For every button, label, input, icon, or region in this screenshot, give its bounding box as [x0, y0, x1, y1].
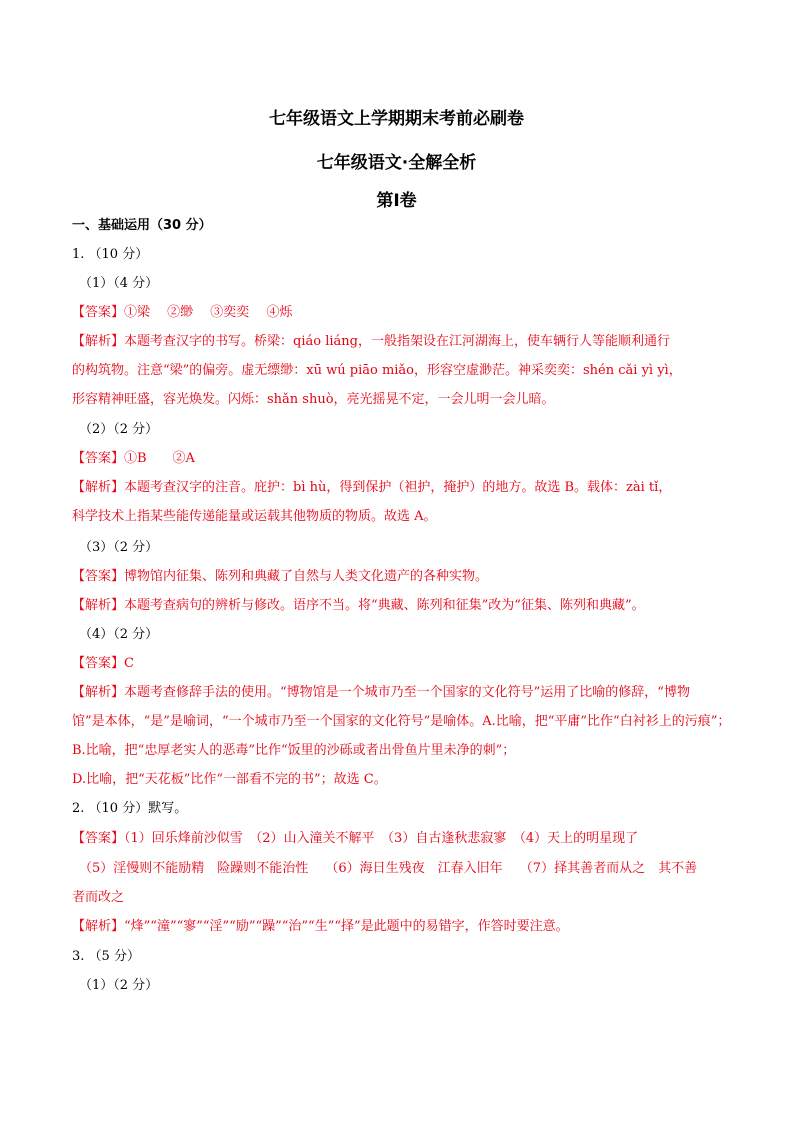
- analysis-line: 【解析】本题考查汉字的书写。桥梁：qiáo liáng，一般指架设在江河湖海上，使车辆行人等能顺利通行: [72, 334, 670, 349]
- answer-line: 【答案】博物馆内征集、陈列和典藏了自然与人类文化遗产的各种实物。: [72, 569, 489, 584]
- question-number: 2. （10 分）默写。: [72, 801, 188, 816]
- analysis-line: B.比喻，把“忠厚老实人的恶毒”比作“饭里的沙砾或者出骨鱼片里未净的刺”；: [72, 743, 516, 758]
- answer-line: 【答案】C: [72, 656, 134, 671]
- sub-question: （3）（2 分）: [79, 540, 159, 555]
- analysis-line: 形容精神旺盛，容光焕发。闪烁：shǎn shuò，亮光摇晃不定，一会儿明一会儿暗。: [72, 392, 555, 407]
- answer-line: 者而改之: [72, 890, 125, 905]
- document-title: 七年级语文上学期期末考前必刷卷: [269, 109, 524, 129]
- analysis-line: 的构筑物。注意“梁”的偏旁。虚无缥缈：xū wú piāo miǎo，形容空虚渺茫。神采奕奕：shén cǎi yì yì，: [72, 363, 682, 378]
- analysis-line: 馆”是本体，“是”是喻词，“一个城市乃至一个国家的文化符号”是喻体。A.比喻，把“平庸”比作“白衬衫上的污痕”；: [72, 714, 731, 729]
- question-number: 1. （10 分）: [72, 247, 149, 262]
- analysis-line: 【解析】“烽”“潼”“寥”“淫”“励”“躁”“治”“生”“择”是此题中的易错字，作答时要注意。: [72, 919, 569, 934]
- sub-question: （4）（2 分）: [79, 627, 159, 642]
- answer-line: 【答案】①B ②A: [72, 451, 195, 466]
- answer-line: 【答案】①梁 ②缈 ③奕奕 ④烁: [72, 305, 293, 320]
- analysis-line: 【解析】本题考查汉字的注音。庇护：bì hù，得到保护（袒护，掩护）的地方。故选 B。载体：zài tǐ，: [72, 480, 672, 495]
- volume-heading: 第Ⅰ卷: [376, 191, 417, 211]
- sub-question: （1）（4 分）: [79, 276, 159, 291]
- answer-line: 【答案】（1）回乐烽前沙似雪 （2）山入潼关不解平 （3）自古逢秋悲寂寥 （4）天上的明星现了: [72, 831, 639, 846]
- question-number: 3. （5 分）: [72, 949, 140, 964]
- analysis-line: 【解析】本题考查病句的辨析与修改。语序不当。将“典藏、陈列和征集”改为“征集、陈列和典藏”。: [72, 598, 645, 613]
- sub-question: （2）（2 分）: [79, 422, 159, 437]
- document-subtitle: 七年级语文·全解全析: [316, 153, 477, 173]
- section-heading: 一、基础运用（30 分）: [72, 218, 212, 233]
- answer-line: （5）淫慢则不能励精 险躁则不能治性 （6）海日生残夜 江春入旧年 （7）择其善者而从之 其不善: [79, 861, 698, 876]
- analysis-line: 科学技术上指某些能传递能量或运载其他物质的物质。故选 A。: [72, 509, 437, 524]
- analysis-line: 【解析】本题考查修辞手法的使用。“博物馆是一个城市乃至一个国家的文化符号”运用了比喻的修辞，“博物: [72, 685, 690, 700]
- analysis-line: D.比喻，把“天花板”比作“一部看不完的书”；故选 C。: [72, 772, 387, 787]
- sub-question: （1）（2 分）: [79, 978, 159, 993]
